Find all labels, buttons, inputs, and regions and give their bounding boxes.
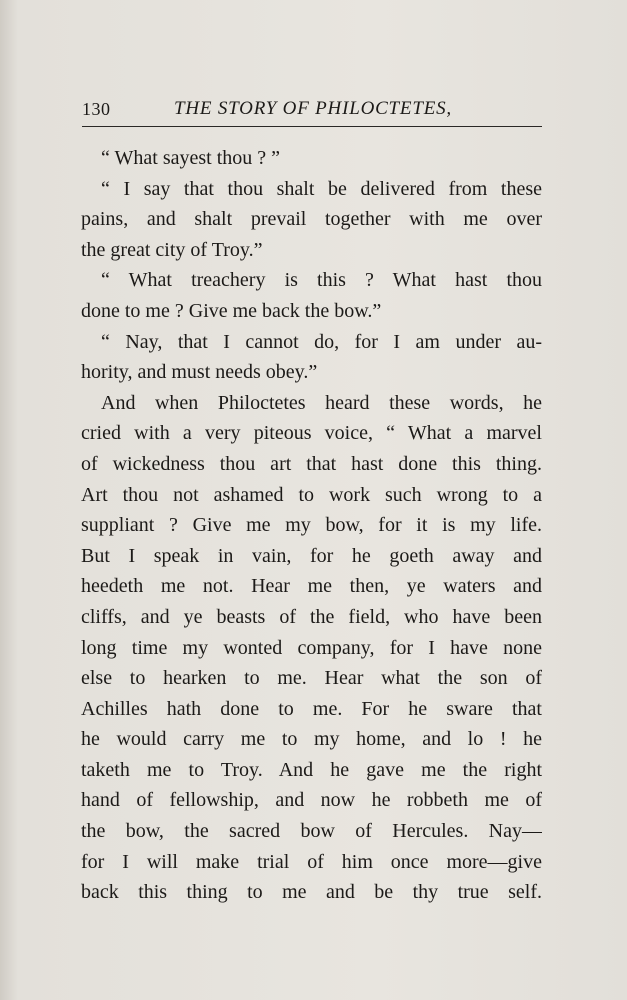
text-line: “ Nay, that I cannot do, for I am under au-	[101, 330, 542, 353]
text-line: long time my wonted company, for I have none	[81, 636, 542, 659]
page-number: 130	[82, 99, 111, 119]
text-line: cliffs, and ye beasts of the field, who have been	[81, 605, 542, 628]
text-line: he would carry me to my home, and lo ! he	[81, 728, 542, 751]
text-line: taketh me to Troy. And he gave me the right	[81, 758, 542, 781]
text-line: But I speak in vain, for he goeth away and	[81, 544, 542, 567]
text-line: And when Philoctetes heard these words, he	[101, 391, 542, 414]
text-line: hand of fellowship, and now he robbeth me of	[81, 789, 542, 812]
text-line: cried with a very piteous voice, “ What a marvel	[81, 422, 542, 445]
text-line: the bow, the sacred bow of Hercules. Nay—	[81, 820, 542, 843]
text-line: hority, and must needs obey.”	[81, 361, 318, 384]
text-line: suppliant ? Give me my bow, for it is my life.	[81, 514, 542, 537]
text-line: pains, and shalt prevail together with me over	[81, 208, 542, 231]
text-line: “ What treachery is this ? What hast thou	[101, 269, 542, 292]
text-line: heedeth me not. Hear me then, ye waters and	[81, 575, 542, 598]
page-header	[82, 96, 542, 127]
text-line: the great city of Troy.”	[81, 238, 263, 261]
text-line: done to me ? Give me back the bow.”	[81, 299, 382, 322]
text-line: Achilles hath done to me. For he sware that	[81, 697, 542, 720]
text-line: back this thing to me and be thy true self.	[81, 881, 542, 904]
text-line: “ What sayest thou ? ”	[101, 147, 281, 169]
running-head: THE STORY OF PHILOCTETES,	[174, 98, 452, 119]
text-line: “ I say that thou shalt be delivered from these	[101, 177, 542, 200]
body-text	[81, 143, 542, 908]
text-line: Art thou not ashamed to work such wrong to a	[81, 483, 542, 506]
text-line: for I will make trial of him once more—give	[81, 850, 542, 873]
text-line: of wickedness thou art that hast done this thing.	[81, 452, 542, 475]
text-line: else to hearken to me. Hear what the son of	[81, 667, 542, 690]
